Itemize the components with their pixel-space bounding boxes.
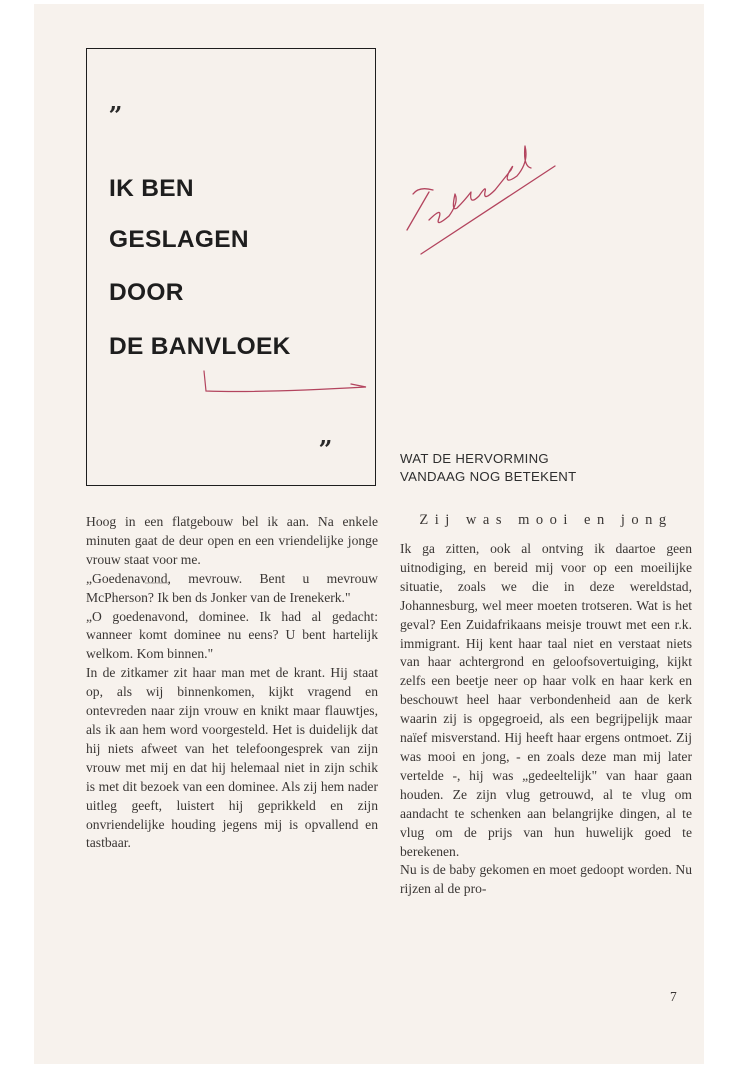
- section-heading-line-1: WAT DE HERVORMING: [400, 451, 549, 466]
- closing-quote-mark: „: [319, 421, 330, 450]
- left-text-column: [86, 513, 378, 853]
- paragraph: Nu is de baby gekomen en moet gedoopt worden. Nu rijzen al de pro-: [400, 862, 692, 897]
- headline-line-4: DE BANVLOEK: [109, 333, 291, 360]
- paragraph: „Goedenavond, mevrouw. Bent u mevrouw McPherson? Ik ben ds Jonker van de Irenekerk.": [86, 570, 378, 605]
- page-number: 7: [670, 989, 677, 1004]
- paragraph: In de zitkamer zit haar man met de krant. Hij staat op, als wij binnenkomen, kijkt vragend en ontevreden naar zijn vrouw en knikt maar flauwtjes, als ik aan hem word voorgesteld. Het is duidelijk dat hij niets afweet van het telefoongesprek van zijn vrouw met mij en dat hij helemaal niet in zijn schik is met dit bezoek van een dominee. Als zij hem nader uitleg geeft, luistert hij geprikkeld en zijn onvriendelijke houding jegens mij is opvallend en tastbaar.: [86, 665, 378, 851]
- section-heading-line-2: VANDAAG NOG BETEKENT: [400, 469, 577, 484]
- opening-quote-mark: „: [109, 87, 120, 116]
- headline-box: [86, 48, 376, 486]
- handwritten-signature: [399, 132, 569, 262]
- paragraph: Ik ga zitten, ook al ontving ik daartoe geen uitnodiging, en bereid mij voor op een moeilijke situatie, zoals we die in deze wereldstad, Johannesburg, wel meer moeten trotseren. Wat is het geval? Een Zuidafrikaans meisje trouwt met een r.k. immigrant. Hij kent haar taal niet en verstaat niets van haar achtergrond en geloofsovertuiging, kijkt zelfs een beetje neer op haar volk en haar kerk en beschouwt heel haar verbondenheid aan de kerk waarin zij is opgegroeid, als een begrijpelijk maar naïef misverstand. Hij heeft haar ergens ontmoet. Zij was mooi en jong, - en zoals deze man mij later vertelde -, hij was „gedeeltelijk" van haar gaan houden. Ze zijn vlug getrouwd, al te vlug om aandacht te schenken aan belangrijke dingen, al te vlug om de prijs van hun huwelijk goed te berekenen.: [400, 541, 692, 859]
- section-heading: [400, 450, 577, 486]
- magazine-page: [34, 4, 704, 1064]
- paragraph: „O goedenavond, dominee. Ik had al gedacht: wanneer komt dominee nu eens? U bent hartelijk welkom. Kom binnen.": [86, 608, 378, 662]
- pencil-dash-mark: [144, 581, 170, 585]
- handwritten-underline-mark: [201, 369, 371, 395]
- right-text-column: [400, 540, 692, 899]
- subheading: Zij was mooi en jong: [419, 512, 673, 528]
- headline-line-1: IK BEN: [109, 175, 194, 202]
- headline-line-2: GESLAGEN: [109, 226, 249, 253]
- paragraph: Hoog in een flatgebouw bel ik aan. Na enkele minuten gaat de deur open en een vriendelijke jonge vrouw staat voor me.: [86, 514, 378, 567]
- headline-line-3: DOOR: [109, 279, 184, 306]
